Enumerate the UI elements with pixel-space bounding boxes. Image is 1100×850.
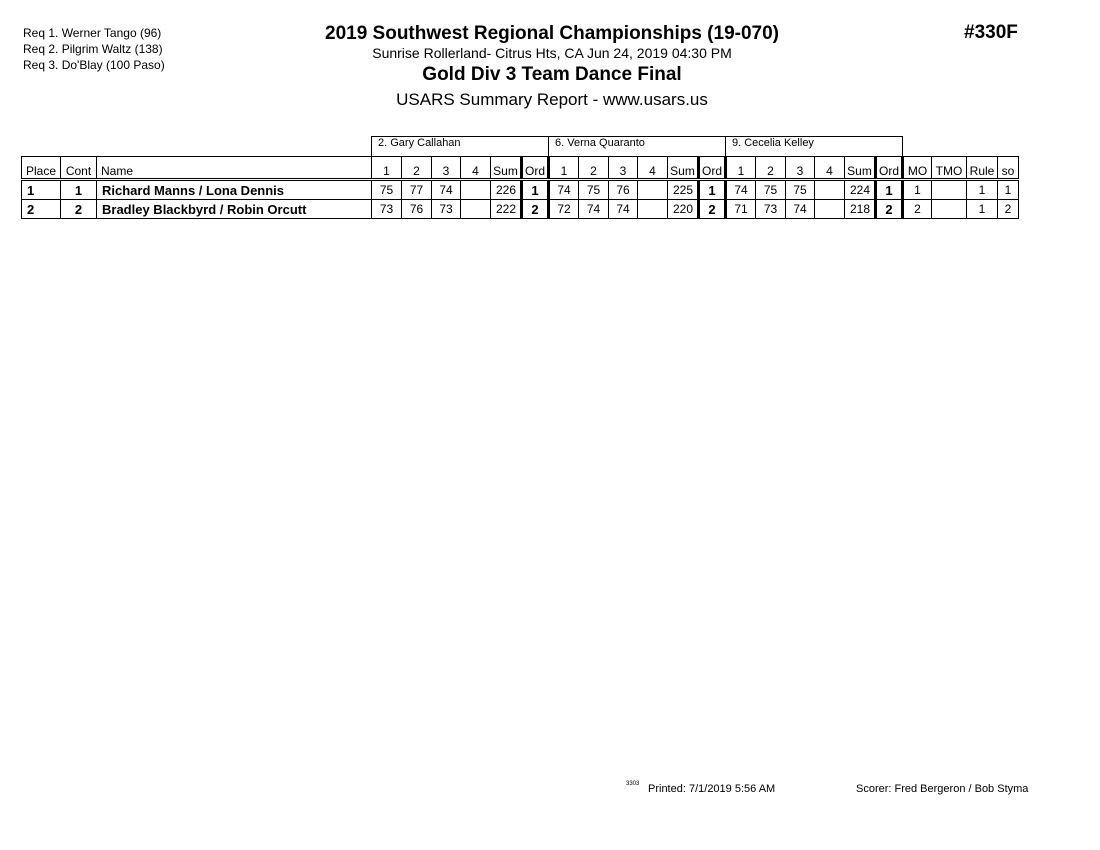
sum-cell: 218	[845, 200, 876, 219]
judges-row	[22, 137, 1019, 157]
score-cell: 74	[549, 181, 579, 200]
mo-cell: 2	[903, 200, 932, 219]
col-j3-s1: 1	[726, 157, 756, 179]
requirement-3: Req 3. Do'Blay (100 Paso)	[23, 58, 165, 72]
ord-cell: 2	[876, 200, 903, 219]
event-title: Gold Div 3 Team Dance Final	[422, 64, 682, 85]
sum-cell: 226	[491, 181, 522, 200]
competition-title: 2019 Southwest Regional Championships (19-070)	[325, 23, 779, 44]
tmo-cell	[932, 200, 967, 219]
score-cell	[815, 181, 845, 200]
col-mo: MO	[903, 157, 932, 179]
col-j1-s3: 3	[432, 157, 461, 179]
score-cell: 74	[786, 200, 815, 219]
col-j2-s4: 4	[638, 157, 668, 179]
judge-2-name: 6. Verna Quaranto	[549, 137, 726, 157]
ord-cell: 2	[699, 200, 726, 219]
score-cell: 75	[372, 181, 402, 200]
score-cell: 77	[402, 181, 432, 200]
col-j2-ord: Ord	[699, 157, 726, 179]
so-cell: 2	[998, 200, 1019, 219]
judge-3-name: 9. Cecelia Kelley	[726, 137, 903, 157]
scorer-names: Scorer: Fred Bergeron / Bob Styma	[856, 783, 1029, 795]
report-title: USARS Summary Report - www.usars.us	[396, 90, 708, 109]
rule-cell: 1	[967, 181, 998, 200]
table-row	[22, 200, 1019, 219]
score-cell: 74	[726, 181, 756, 200]
score-cell	[461, 181, 491, 200]
so-cell: 1	[998, 181, 1019, 200]
score-cell: 75	[786, 181, 815, 200]
col-j1-s2: 2	[402, 157, 432, 179]
col-j2-s3: 3	[609, 157, 638, 179]
requirement-1: Req 1. Werner Tango (96)	[23, 26, 162, 40]
sum-cell: 222	[491, 200, 522, 219]
col-j3-s4: 4	[815, 157, 845, 179]
score-cell: 74	[579, 200, 609, 219]
venue-date: Sunrise Rollerland- Citrus Hts, CA Jun 24, 2019 04:30 PM	[372, 45, 732, 61]
col-j2-sum: Sum	[668, 157, 699, 179]
sum-cell: 220	[668, 200, 699, 219]
name-cell: Richard Manns / Lona Dennis	[97, 181, 372, 200]
score-cell: 73	[432, 200, 461, 219]
col-j2-s1: 1	[549, 157, 579, 179]
name-cell: Bradley Blackbyrd / Robin Orcutt	[97, 200, 372, 219]
score-cell: 73	[372, 200, 402, 219]
score-cell	[815, 200, 845, 219]
col-j3-ord: Ord	[876, 157, 903, 179]
col-j1-s1: 1	[372, 157, 402, 179]
col-j1-ord: Ord	[522, 157, 549, 179]
printed-timestamp: Printed: 7/1/2019 5:56 AM	[648, 783, 776, 795]
sum-cell: 225	[668, 181, 699, 200]
col-j1-sum: Sum	[491, 157, 522, 179]
score-cell	[638, 200, 668, 219]
place-cell: 1	[22, 181, 61, 200]
col-tmo: TMO	[932, 157, 967, 179]
ord-cell: 1	[876, 181, 903, 200]
results-table	[21, 136, 1019, 219]
score-cell: 75	[579, 181, 609, 200]
col-place: Place	[22, 157, 61, 179]
requirement-2: Req 2. Pilgrim Waltz (138)	[23, 42, 163, 56]
score-cell: 74	[432, 181, 461, 200]
score-cell: 75	[756, 181, 786, 200]
event-number: #330F	[964, 22, 1018, 43]
judge-1-name: 2. Gary Callahan	[372, 137, 549, 157]
cont-cell: 1	[61, 181, 97, 200]
col-j1-s4: 4	[461, 157, 491, 179]
place-cell: 2	[22, 200, 61, 219]
ord-cell: 2	[522, 200, 549, 219]
mo-cell: 1	[903, 181, 932, 200]
rule-cell: 1	[967, 200, 998, 219]
col-j3-s3: 3	[786, 157, 815, 179]
score-cell: 71	[726, 200, 756, 219]
score-cell: 76	[402, 200, 432, 219]
col-cont: Cont	[61, 157, 97, 179]
col-rule: Rule	[967, 157, 998, 179]
cont-cell: 2	[61, 200, 97, 219]
col-name: Name	[97, 157, 372, 179]
sum-cell: 224	[845, 181, 876, 200]
col-so: so	[998, 157, 1019, 179]
score-cell: 73	[756, 200, 786, 219]
col-j3-sum: Sum	[845, 157, 876, 179]
col-j3-s2: 2	[756, 157, 786, 179]
score-cell: 74	[609, 200, 638, 219]
score-cell: 72	[549, 200, 579, 219]
tmo-cell	[932, 181, 967, 200]
ord-cell: 1	[522, 181, 549, 200]
score-cell: 76	[609, 181, 638, 200]
print-code: 3303	[626, 781, 640, 787]
score-cell	[638, 181, 668, 200]
ord-cell: 1	[699, 181, 726, 200]
table-row	[22, 181, 1019, 200]
score-cell	[461, 200, 491, 219]
header-row	[22, 157, 1019, 179]
col-j2-s2: 2	[579, 157, 609, 179]
